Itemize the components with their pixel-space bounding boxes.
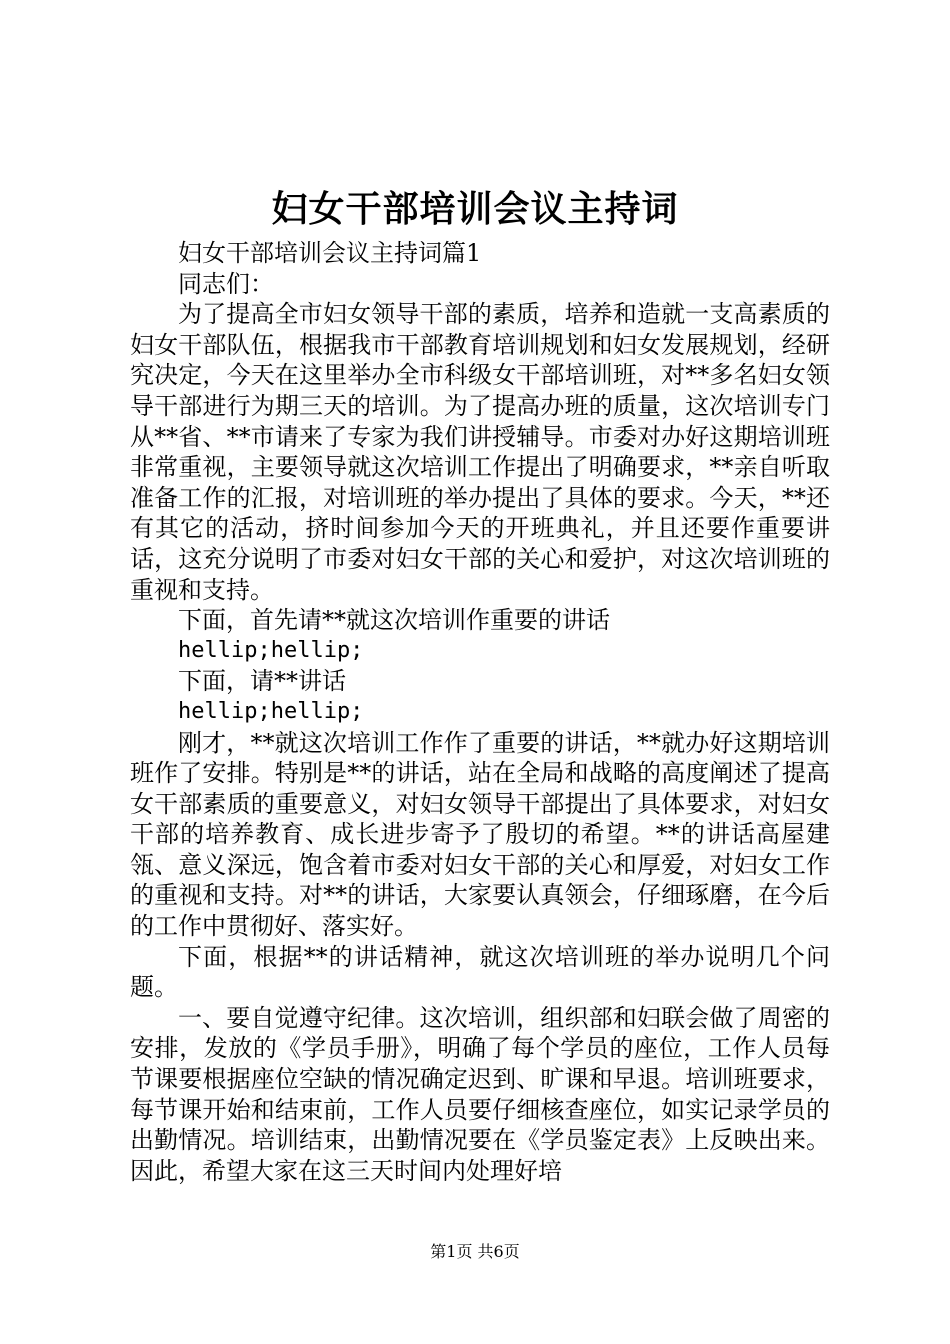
salutation: 同志们： xyxy=(178,269,274,298)
paragraph: 一、要自觉遵守纪律。这次培训，组织部和妇联会做了周密的安排，发放的《学员手册》，明确了每个学员的座位，工作人员每节课要根据座位空缺的情况确定迟到、旷课和早退。培训班要求，每节课开始和结束前，工作人员要仔细核查座位，如实记录学员的出勤情况。培训结束，出勤情况要在《学员鉴定表》上反映出来。因此，希望大家在这三天时间内处理好培 xyxy=(130,1003,830,1185)
paragraph: 为了提高全市妇女领导干部的素质，培养和造就一支高素质的妇女干部队伍，根据我市干部教育培训规划和妇女发展规划，经研究决定，今天在这里举办全市科级女干部培训班，对**多名妇女领导干部进行为期三天的培训。为了提高办班的质量，这次培训专门从**省、**市请来了专家为我们讲授辅导。市委对办好这期培训班非常重视，主要领导就这次培训工作提出了明确要求，**亲自听取准备工作的汇报，对培训班的举办提出了具体的要求。今天，**还有其它的活动，挤时间参加今天的开班典礼，并且还要作重要讲话，这充分说明了市委对妇女干部的关心和爱护，对这次培训班的重视和支持。 xyxy=(130,300,830,604)
ellipsis-line: hellip;hellip; xyxy=(178,637,364,663)
document-title: 妇女干部培训会议主持词 xyxy=(271,188,679,230)
paragraph: 下面，根据**的讲话精神，就这次培训班的举办说明几个问题。 xyxy=(130,942,830,1002)
paragraph: 下面，首先请**就这次培训作重要的讲话 xyxy=(178,606,610,635)
paragraph: 刚才，**就这次培训工作作了重要的讲话，**就办好这期培训班作了安排。特别是**的讲话，站在全局和战略的高度阐述了提高女干部素质的重要意义，对妇女领导干部提出了具体要求，对妇女干部的培养教育、成长进步寄予了殷切的希望。**的讲话高屋建瓴、意义深远，饱含着市委对妇女干部的关心和厚爱，对妇女工作的重视和支持。对**的讲话，大家要认真领会，仔细琢磨，在今后的工作中贯彻好、落实好。 xyxy=(130,728,830,941)
page-footer: 第1页 共6页 xyxy=(430,1242,520,1261)
paragraph: 下面，请**讲话 xyxy=(178,667,346,696)
document-body xyxy=(130,238,830,1186)
ellipsis-line: hellip;hellip; xyxy=(178,698,364,724)
section-heading: 妇女干部培训会议主持词篇1 xyxy=(178,239,482,267)
